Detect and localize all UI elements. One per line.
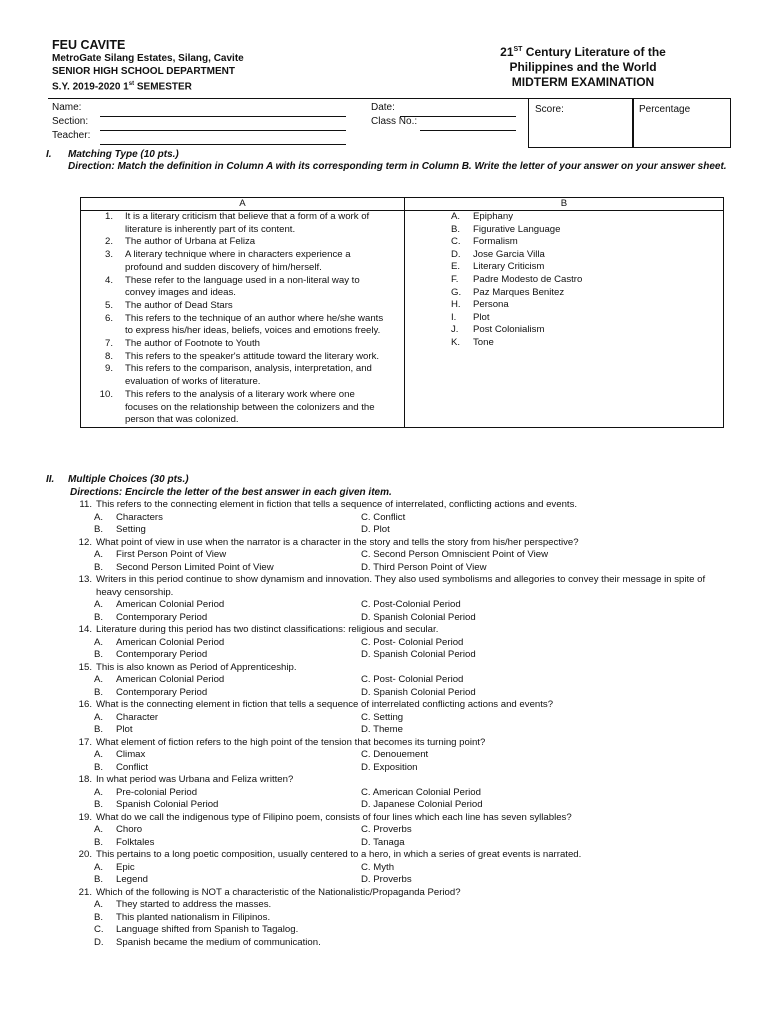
option-c[interactable]: C. Conflict [361, 511, 406, 523]
column-b-item [405, 337, 723, 350]
option-text: American Colonial Period [116, 636, 225, 648]
column-b-item [405, 299, 723, 312]
item-term: Epiphany [473, 211, 514, 222]
question-number: 17. [78, 736, 92, 748]
option-a[interactable] [66, 712, 361, 725]
option-text: Language shifted from Spanish to Tagalog. [116, 924, 299, 935]
option-text: American Colonial Period [116, 674, 225, 685]
item-number: 3. [104, 249, 113, 261]
option-row [66, 637, 726, 650]
item-term: Post Colonialism [473, 324, 545, 336]
item-term: Tone [473, 336, 494, 348]
column-a-item [81, 211, 404, 236]
option-b[interactable] [66, 612, 361, 625]
question-number: 12. [78, 536, 92, 548]
option-row [66, 524, 726, 537]
item-letter: C. [451, 236, 461, 248]
question [66, 662, 726, 675]
item-term: Figurative Language [473, 223, 561, 235]
exam-title: 21ST Century Literature of the Philippines and the World MIDTERM EXAMINATION [500, 45, 666, 89]
option-letter: A. [94, 749, 104, 760]
item-text: The author of Urbana at Feliza [125, 236, 256, 248]
item-term: Literary Criticism [473, 261, 545, 273]
item-term: Persona [473, 299, 509, 311]
option-text: Choro [116, 824, 143, 835]
school-name: FEU CAVITE [52, 38, 126, 52]
exam-page: FEU CAVITE MetroGate Silang Estates, Silang, Cavite SENIOR HIGH SCHOOL DEPARTMENT S.Y. 2019-2020 1st SEMESTER 21ST Century Literature of the Philippines and the World MIDTERM EXAMINATION Name: Section: Teacher: Date: Class No.: Score: Percentage I. Matching Type (10 pts.) Direction: Match the definition in Column A with its corresponding term in Column B. Write the letter of your answer on your answer sheet. A B 1. It is a literary criticism that believe that a form of a work of literature is inherently part of its content. 2. The author of Urbana at Feliza 3. A literary technique where in characters experience a profound and sudden discovery of him/herself. 4. These refer to the language used in a non-literal way to convey images and ideas. 5. The author of Dead Stars 6. This refers to the technique of an author where he/she wants to express his/her ideas, beliefs, voices and emotions freely. 7. The author of Footnote to Youth 8. This refers to the speaker's attitude toward the literary work. 9. This refers to the comparison, analysis, interpretation, and evaluation of works of literature. 10. This refers to the analysis of a literary work where one focuses on the relationship between the colonizers and the person that was colonized. A. Epiphany B. Figurative Language C. Formalism D. Jose Garcia Villa E. Literary Criticism F. Padre Modesto de Castro G. Paz Marques Benitez H. Persona I. Plot J. Post Colonialism K. Tone II. Multiple Choices (30 pts.) Directions: Encircle the letter of the best answer in each given item. 11. This refers to the connecting element in fiction that tells a sequence of interrelated, conflicting actions and events. A. Characters C. Conflict B. Setting D. Plot 12. What point of view in use when the narrator is a character in the story and tells the story from his/her perspective? A. First Person Point of View C. Second Person Omniscient Point of View B. Second Person Limited Point of View D. Third Person Point of View 13. Writers in this period continue to show dynamism and innovation. They also used symbolisms and allegories to convey their message in spite of heavy censorship. A. American Colonial Period C. Post-Colonial Period B. Contemporary Period D. Spanish Colonial Period 14. Literature during this period has two distinct classifications: religious and secular. A. American Colonial Period C. Post- Colonial Period B. Contemporary Period D. Spanish Colonial Period 15. This is also known as Period of Apprenticeship. A. American Colonial Period C. Post- Colonial Period B. Contemporary Period D. Spanish Colonial Period 16. What is the connecting element in fiction that tells a sequence of interrelated conflicting actions and events? A. Character C. Setting B. Plot D. Theme 17. What element of fiction refers to the high point of the tension that becomes its turning point? A. Climax C. Denouement B. Conflict D. Exposition 18. In what period was Urbana and Feliza written? A. Pre-colonial Period C. American Colonial Period B. Spanish Colonial Period D. Japanese Colonial Period 19. What do we call the indigenous type of Filipino poem, consists of four lines which each line has seven syllables? A. Choro C. Proverbs B. Folktales D. Tanaga 20. This pertains to a long poetic composition, usually centered to a hero, in which a series of great events is narrated. A. Epic C. Myth B. Legend D. Proverbs 21. Which of the following is NOT a characteristic of the Nationalistic/Propaganda Period? A. They started to address the masses. B. This planted nationalism in Filipinos. C. Language shifted from Spanish to Tagalog. D. Spanish became the medium of communication. [0, 0, 768, 1024]
question-text: What element of fiction refers to the high point of the tension that becomes its turning point? [96, 736, 486, 748]
option-row [66, 824, 726, 837]
question-text: What is the connecting element in fiction that tells a sequence of interrelated conflicting actions and events? [96, 699, 554, 710]
item-number: 2. [104, 236, 113, 248]
item-number: 1. [104, 211, 113, 222]
question [66, 537, 726, 550]
question-number: 20. [78, 849, 92, 860]
option-d[interactable]: D. Proverbs [361, 874, 412, 885]
question [66, 812, 726, 825]
option-d[interactable]: D. Japanese Colonial Period [361, 799, 483, 810]
item-term: Plot [473, 311, 490, 323]
question-text: What do we call the indigenous type of Filipino poem, consists of four lines which each line has seven syllables? [96, 811, 572, 823]
question [66, 887, 726, 900]
item-text: The author of Footnote to Youth [125, 338, 260, 350]
item-letter: I. [451, 311, 457, 323]
option[interactable] [66, 912, 726, 925]
column-a-item [81, 389, 404, 427]
column-b-item [405, 224, 723, 237]
column-a-item [81, 236, 404, 249]
option-letter: B. [94, 649, 104, 660]
question [66, 737, 726, 750]
question-number: 14. [78, 624, 92, 635]
option-letter: B. [94, 799, 104, 810]
question [66, 849, 726, 862]
option-row [66, 874, 726, 887]
option-c[interactable]: C. Setting [361, 711, 404, 723]
item-letter: E. [451, 261, 461, 273]
option-row [66, 712, 726, 725]
option-c[interactable]: C. Post- Colonial Period [361, 674, 464, 685]
name-field[interactable] [100, 104, 346, 117]
option-letter: A. [94, 636, 104, 648]
option-d[interactable]: D. Plot [361, 524, 390, 535]
option-d[interactable]: D. Spanish Colonial Period [361, 686, 476, 698]
column-b-item [405, 249, 723, 262]
column-b-item [405, 211, 723, 224]
option-row [66, 862, 726, 875]
item-number: 6. [104, 312, 113, 324]
option-letter: B. [94, 836, 104, 848]
percentage-label: Percentage [639, 104, 691, 115]
option-row [66, 549, 726, 562]
item-text: The author of Dead Stars [125, 299, 233, 311]
percentage-box[interactable] [632, 98, 731, 148]
option-a[interactable] [66, 637, 361, 650]
question-number: 16. [78, 699, 92, 710]
column-a-item [81, 300, 404, 313]
option-row [66, 599, 726, 612]
item-text: This refers to the comparison, analysis, interpretation, and evaluation of works of literature. [125, 363, 372, 388]
column-a-header: A [81, 198, 405, 211]
date-label: Date: [371, 102, 395, 113]
question-text: What point of view in use when the narrator is a character in the story and tells the story from his/her perspective? [96, 536, 579, 548]
question-text: This refers to the connecting element in fiction that tells a sequence of interrelated, conflicting actions and events. [96, 499, 578, 510]
option-a[interactable] [66, 512, 361, 525]
option-letter: A. [94, 511, 104, 523]
option-text: American Colonial Period [116, 599, 225, 610]
item-number: 9. [104, 363, 113, 375]
column-b-item [405, 287, 723, 300]
option-a[interactable] [66, 674, 361, 687]
item-text: This refers to the analysis of a literary work where one focuses on the relationship between the colonizers and the person that was colonized. [125, 388, 375, 426]
question-number: 19. [78, 811, 92, 823]
option-letter: C. [94, 924, 104, 935]
column-b-header: B [405, 198, 724, 211]
item-term: Paz Marques Benitez [473, 286, 565, 298]
name-label: Name: [52, 102, 82, 113]
option-row [66, 562, 726, 575]
option-row [66, 687, 726, 700]
question-number: 13. [78, 574, 92, 585]
column-b [405, 211, 724, 428]
option-text: Character [116, 711, 159, 723]
option-letter: B. [94, 724, 104, 735]
option[interactable] [66, 937, 726, 950]
option-row [66, 674, 726, 687]
option-letter: A. [94, 786, 104, 798]
item-text: A literary technique where in characters experience a profound and sudden discovery of him/herself. [125, 249, 351, 273]
question-number: 21. [78, 886, 92, 898]
divider [48, 98, 532, 99]
option-c[interactable]: C. Post-Colonial Period [361, 599, 461, 610]
question-number: 11. [79, 499, 92, 510]
item-number: 8. [104, 350, 113, 362]
item-term: Padre Modesto de Castro [473, 273, 583, 285]
option-text: Pre-colonial Period [116, 786, 198, 798]
option-letter: B. [94, 561, 104, 573]
option-row [66, 787, 726, 800]
option[interactable] [66, 899, 726, 912]
option-text: Spanish became the medium of communication. [116, 936, 321, 948]
item-number: 10. [99, 388, 113, 400]
option-letter: B. [94, 686, 104, 698]
option-text: They started to address the masses. [116, 899, 272, 910]
option-text: Contemporary Period [116, 686, 208, 698]
option-b[interactable] [66, 837, 361, 850]
option-d[interactable]: D. Tanaga [361, 836, 405, 848]
option-b[interactable] [66, 562, 361, 575]
option-d[interactable]: D. Spanish Colonial Period [361, 649, 476, 660]
column-a-item [81, 249, 404, 274]
option-d[interactable]: D. Third Person Point of View [361, 561, 487, 573]
option-letter: B. [94, 761, 104, 773]
item-text: These refer to the language used in a non-literal way to convey images and ideas. [125, 274, 360, 299]
question-text: Literature during this period has two distinct classifications: religious and secular. [96, 624, 439, 635]
option-a[interactable] [66, 599, 361, 612]
option-row [66, 649, 726, 662]
option-row [66, 837, 726, 850]
option-b[interactable] [66, 524, 361, 537]
option-a[interactable] [66, 749, 361, 762]
column-b-item [405, 324, 723, 337]
column-a [81, 211, 405, 428]
option-b[interactable] [66, 874, 361, 887]
option-text: Epic [116, 861, 135, 873]
date-field[interactable] [400, 104, 516, 117]
option-letter: B. [94, 611, 104, 623]
item-letter: B. [451, 223, 461, 235]
part2-direction: Directions: Encircle the letter of the best answer in each given item. [70, 487, 392, 498]
item-letter: A. [451, 211, 461, 222]
item-letter: G. [451, 286, 462, 298]
matching-table [80, 197, 724, 428]
option-text: Climax [116, 749, 146, 760]
option-letter: A. [94, 899, 104, 910]
option-a[interactable] [66, 787, 361, 800]
option-text: Characters [116, 511, 163, 523]
option-letter: A. [94, 711, 104, 723]
option-row [66, 512, 726, 525]
column-b-item [405, 274, 723, 287]
option-text: Legend [116, 874, 149, 885]
option-letter: A. [94, 599, 104, 610]
item-number: 7. [104, 338, 113, 350]
section-label: Section: [52, 116, 89, 127]
option-c[interactable]: C. Myth [361, 861, 395, 873]
section-field[interactable] [100, 118, 346, 131]
school-address: MetroGate Silang Estates, Silang, Cavite [52, 53, 244, 64]
department: SENIOR HIGH SCHOOL DEPARTMENT [52, 65, 235, 77]
option-text: Plot [116, 724, 133, 735]
option-c[interactable]: C. Proverbs [361, 824, 412, 835]
question-text: Which of the following is NOT a characteristic of the Nationalistic/Propaganda Period? [96, 886, 461, 898]
item-term: Formalism [473, 236, 518, 248]
option-row [66, 612, 726, 625]
option-a[interactable] [66, 862, 361, 875]
option-text: First Person Point of View [116, 549, 227, 560]
question-text: Writers in this period continue to show dynamism and innovation. They also used symbolisms and allegories to convey their message in spite of heavy censorship. [96, 574, 706, 598]
score-label: Score: [535, 104, 564, 115]
option-row [66, 724, 726, 737]
item-text: It is a literary criticism that believe that a form of a work of literature is inherently part of its content. [125, 211, 370, 235]
option-letter: B. [94, 874, 104, 885]
option-text: Conflict [116, 761, 148, 773]
teacher-label: Teacher: [52, 130, 91, 141]
column-a-item [81, 363, 404, 388]
column-b-item [405, 312, 723, 325]
question [66, 774, 726, 787]
option-row [66, 799, 726, 812]
option-letter: A. [94, 549, 104, 560]
option-text: Folktales [116, 836, 155, 848]
question [66, 499, 726, 512]
class-no-label: Class No.: [371, 116, 418, 127]
option-text: Contemporary Period [116, 649, 208, 660]
item-letter: K. [451, 336, 461, 348]
option-c[interactable]: C. Post- Colonial Period [361, 636, 464, 648]
option-d[interactable]: D. Theme [361, 724, 403, 735]
option-letter: B. [94, 524, 104, 535]
column-a-item [81, 313, 404, 338]
column-a-item [81, 275, 404, 300]
column-b-item [405, 261, 723, 274]
option-text: Spanish Colonial Period [116, 799, 219, 810]
option-row [66, 749, 726, 762]
option-d[interactable]: D. Exposition [361, 761, 418, 773]
option-a[interactable] [66, 549, 361, 562]
option-text: Second Person Limited Point of View [116, 561, 274, 573]
option-b[interactable] [66, 649, 361, 662]
option-b[interactable] [66, 724, 361, 737]
column-a-item [81, 338, 404, 351]
option-letter: A. [94, 861, 104, 873]
option[interactable] [66, 924, 726, 937]
option-text: This planted nationalism in Filipinos. [116, 911, 271, 923]
question-text: This is also known as Period of Apprenticeship. [96, 661, 297, 673]
option-text: Contemporary Period [116, 611, 208, 623]
option-c[interactable]: C. Denouement [361, 749, 429, 760]
score-box[interactable] [528, 98, 634, 148]
option-b[interactable] [66, 762, 361, 775]
option-text: Setting [116, 524, 146, 535]
option-b[interactable] [66, 799, 361, 812]
item-number: 4. [104, 274, 113, 286]
option-b[interactable] [66, 687, 361, 700]
student-info [52, 101, 90, 143]
option-c[interactable]: C. Second Person Omniscient Point of View [361, 549, 548, 560]
item-number: 5. [104, 299, 113, 311]
item-text: This refers to the technique of an author where he/she wants to express his/her ideas, beliefs, voices and emotions freely. [125, 312, 384, 337]
option-a[interactable] [66, 824, 361, 837]
option-letter: B. [94, 911, 104, 923]
part1-direction: Direction: Match the definition in Column A with its corresponding term in Column B. Write the letter of your answer on your answer sheet. [68, 161, 727, 172]
question-text: This pertains to a long poetic composition, usually centered to a hero, in which a series of great events is narrated. [96, 849, 582, 860]
column-b-item [405, 236, 723, 249]
question [66, 624, 726, 637]
item-letter: H. [451, 299, 461, 311]
option-row [66, 762, 726, 775]
question-number: 15. [78, 661, 92, 673]
option-letter: D. [94, 936, 104, 948]
option-d[interactable]: D. Spanish Colonial Period [361, 611, 476, 623]
option-letter: A. [94, 674, 104, 685]
item-letter: D. [451, 248, 461, 260]
column-a-item [81, 351, 404, 364]
question-number: 18. [78, 774, 92, 785]
item-letter: F. [451, 273, 459, 285]
school-year: S.Y. 2019-2020 1st SEMESTER [52, 81, 192, 93]
question-text: In what period was Urbana and Feliza written? [96, 774, 294, 785]
teacher-field[interactable] [100, 132, 346, 145]
question [66, 699, 726, 712]
item-term: Jose Garcia Villa [473, 248, 545, 260]
item-text: This refers to the speaker's attitude toward the literary work. [125, 350, 380, 362]
option-c[interactable]: C. American Colonial Period [361, 786, 481, 798]
school-header [52, 38, 244, 94]
question [66, 574, 726, 599]
option-letter: A. [94, 824, 104, 835]
multiple-choice-list [66, 499, 726, 949]
item-letter: J. [451, 324, 459, 336]
class-no-field[interactable] [420, 118, 516, 131]
